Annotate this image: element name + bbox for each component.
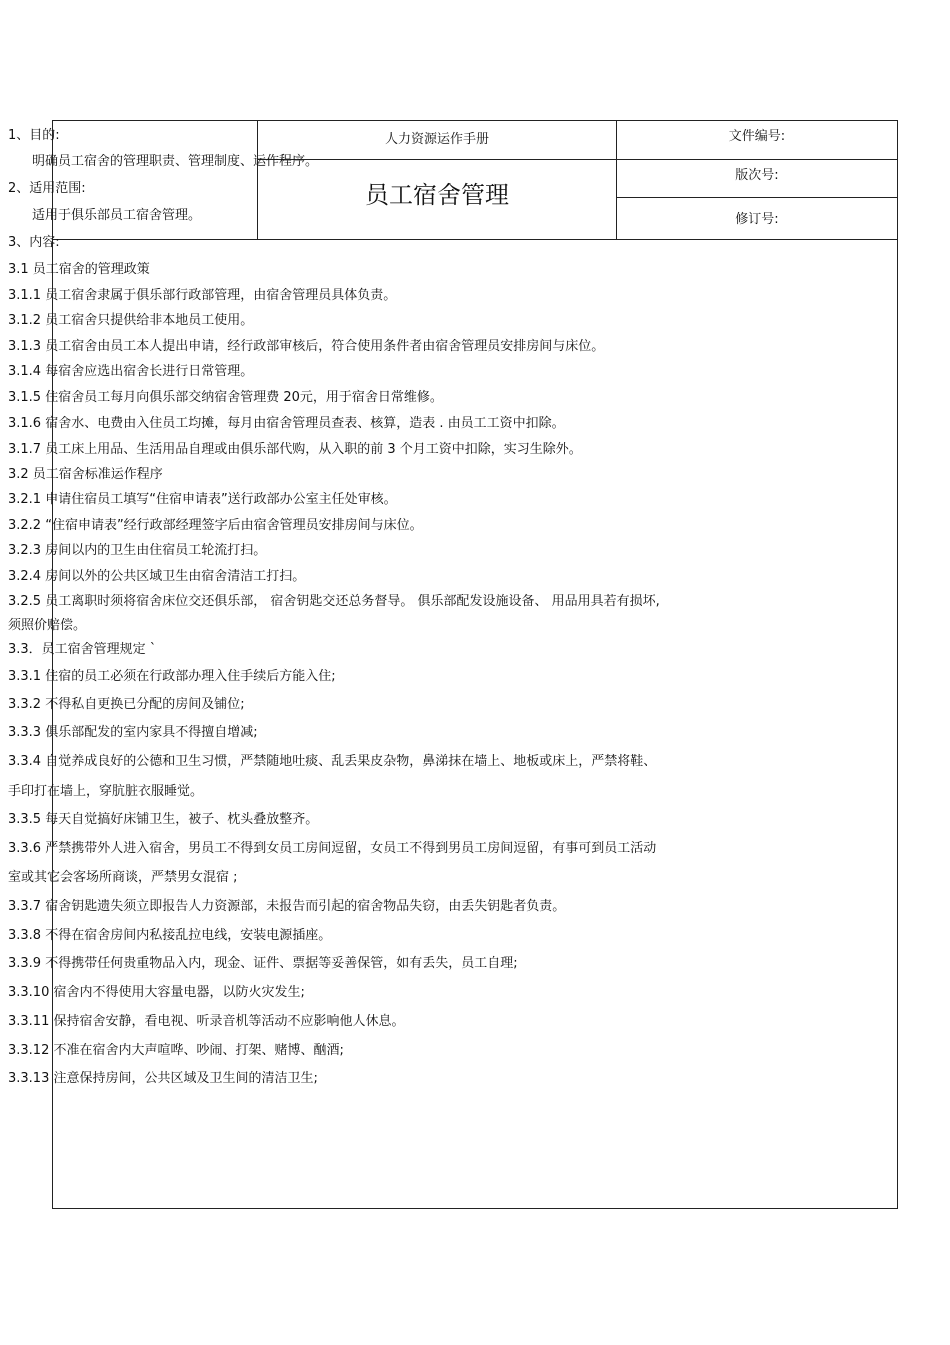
clause: 3.1.3 员工宿舍由员工本人提出申请，经行政部审核后，符合使用条件者由宿舍管理员安排房间与床位。 <box>8 339 605 354</box>
clause: 3.1.5 住宿舍员工每月向俱乐部交纳宿舍管理费 20元，用于宿舍日常维修。 <box>8 390 443 405</box>
paragraph: 适用于俱乐部员工宿舍管理。 <box>32 208 202 223</box>
version-label: 版次号: <box>617 160 897 198</box>
clause: 3.1.6 宿舍水、电费由入住员工均摊，每月由宿舍管理员查表、核算，造表 . 由员工工资中扣除。 <box>8 416 565 431</box>
clause: 3.2.2 “住宿申请表”经行政部经理签字后由宿舍管理员安排房间与床位。 <box>8 518 423 533</box>
subsection-heading: 3.3．员工宿舍管理规定 ` <box>8 642 157 657</box>
clause: 3.2.5 员工离职时须将宿舍床位交还俱乐部， 宿舍钥匙交还总务督导。 俱乐部配发设施设备、 用品用具若有损坏, <box>8 594 660 609</box>
section-heading: 2、适用范围: <box>8 181 86 196</box>
clause: 3.3.1 住宿的员工必须在行政部办理入住手续后方能入住; <box>8 669 336 684</box>
clause: 3.3.6 严禁携带外人进入宿舍，男员工不得到女员工房间逗留，女员工不得到男员工房间逗留，有事可到员工活动 <box>8 841 657 856</box>
clause: 3.3.9 不得携带任何贵重物品入内，现金、证件、票据等妥善保管，如有丢失，员工自理; <box>8 956 518 971</box>
clause: 3.3.10 宿舍内不得使用大容量电器，以防火灾发生; <box>8 985 305 1000</box>
paragraph: 明确员工宿舍的管理职责、管理制度、运作程序。 <box>32 154 319 169</box>
clause-continuation: 须照价赔偿。 <box>8 618 87 633</box>
section-heading: 3、内容: <box>8 235 60 250</box>
clause: 3.3.3 俱乐部配发的室内家具不得擅自增减; <box>8 725 258 740</box>
clause: 3.1.7 员工床上用品、生活用品自理或由俱乐部代购，从入职的前 3 个月工资中扣除，实习生除外。 <box>8 442 582 457</box>
clause: 3.3.7 宿舍钥匙遗失须立即报告人力资源部，未报告而引起的宿舍物品失窃，由丢失钥匙者负责。 <box>8 899 566 914</box>
revision-label: 修订号: <box>735 212 779 227</box>
clause: 3.2.4 房间以外的公共区域卫生由宿舍清洁工打扫。 <box>8 569 306 584</box>
clause: 3.3.13 注意保持房间，公共区域及卫生间的清洁卫生; <box>8 1071 318 1086</box>
clause: 3.2.3 房间以内的卫生由住宿员工轮流打扫。 <box>8 543 267 558</box>
clause: 3.1.1 员工宿舍隶属于俱乐部行政部管理，由宿舍管理员具体负责。 <box>8 288 397 303</box>
clause: 3.3.2 不得私自更换已分配的房间及铺位; <box>8 697 245 712</box>
file-number-label: 文件编号: <box>617 121 897 160</box>
clause-continuation: 室或其它会客场所商谈，严禁男女混宿 ; <box>8 870 238 885</box>
clause: 3.3.4 自觉养成良好的公德和卫生习惯，严禁随地吐痰、乱丢果皮杂物，鼻涕抹在墙上、地板或床上，严禁将鞋、 <box>8 754 657 769</box>
header-middle <box>258 121 617 239</box>
clause: 3.3.11 保持宿舍安静，看电视、听录音机等活动不应影响他人休息。 <box>8 1014 405 1029</box>
clause: 3.1.2 员工宿舍只提供给非本地员工使用。 <box>8 313 254 328</box>
manual-name: 人力资源运作手册 <box>258 121 616 160</box>
clause: 3.3.5 每天自觉搞好床铺卫生，被子、枕头叠放整齐。 <box>8 812 319 827</box>
clause: 3.3.8 不得在宿舍房间内私接乱拉电线，安装电源插座。 <box>8 928 332 943</box>
subsection-heading: 3.2 员工宿舍标准运作程序 <box>8 467 163 482</box>
section-heading: 1、目的: <box>8 128 60 143</box>
clause: 3.3.12 不准在宿舍内大声喧哗、吵闹、打架、赌博、酗酒; <box>8 1043 344 1058</box>
subsection-heading: 3.1 员工宿舍的管理政策 <box>8 262 150 277</box>
clause: 3.1.4 每宿舍应选出宿舍长进行日常管理。 <box>8 364 254 379</box>
page-title: 员工宿舍管理 <box>365 181 509 209</box>
clause-continuation: 手印打在墙上，穿肮脏衣服睡觉。 <box>8 784 204 799</box>
header-right <box>617 121 897 239</box>
clause: 3.2.1 申请住宿员工填写“住宿申请表”送行政部办公室主任处审核。 <box>8 492 397 507</box>
